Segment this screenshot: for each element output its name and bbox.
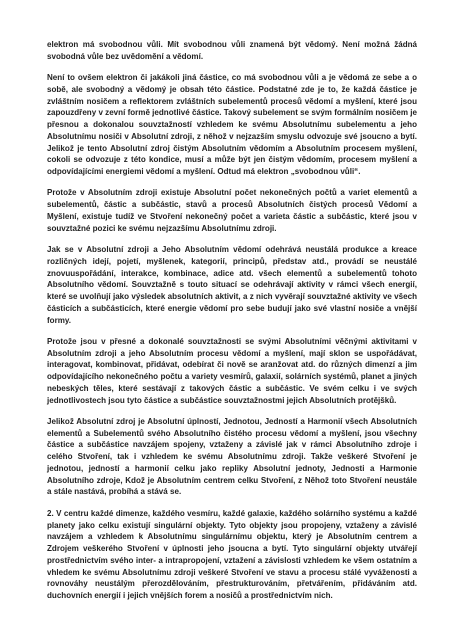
paragraph-5: Protože jsou v přesné a dokonalé souvztažnosti se svými Absolutními věčnými aktivitami v Absolutním zdroji a jeho Absolutním procesu vědomí a myšlení, mají sklon se uspořádávat, interagovat, kombinovat, přidávat, odebírat či nově se aranžovat atd. do různých dimenzí a jim odpovídajícího nekonečného počtu a variety vesmírů, galaxií, solárních systémů, planet a jiných nebeských těles, které sestávají z takových částic a subčástic. Ve svém celku i ve svých jednotlivostech jsou tyto částice a subčástice souvztažnostmi jejich Absolutních protějšků. [47,336,417,405]
paragraph-6: Jelikož Absolutní zdroj je Absolutní úplností, Jednotou, Jedností a Harmonií všech Absolutních elementů a Subelementů svého Absolutního čistého procesu vědomí a myšlení, jsou všechny částice a subčástice navzájem spojeny, vztaženy a závislé jak v rámci Absolutního zdroje i celého Stvoření, tak i vzhledem ke svému Absolutnímu zdroji. Takže veškeré Stvoření je jednotou, jedností a harmonií celku jako repliky Absolutní jednoty, Jednosti a Harmonie Absolutního zdroje, Kdož je Absolutním centrem celku Stvoření, z Něhož toto Stvoření neustále a stále nastává, probíhá a stává se. [47,416,417,497]
paragraph-4: Jak se v Absolutní zdroji a Jeho Absolutním vědomí odehrává neustálá produkce a kreace rozličných idejí, pojetí, myšlenek, kategorií, principů, představ atd., provádí se neustálé znovuuspořádání, interakce, kombinace, adice atd. všech elementů a subelementů tohoto Absolutního vědomí. Souvztažně s touto situací se odehrávají aktivity v rámci všech energií, které se uvolňují jako výsledek absolutních aktivit, a z nich vyvěrají souvztažné aktivity ve všech částicích a subčásticích, které energie vědomí pro sebe budují jako své vlastní nosiče a vnější formy. [47,245,417,325]
document-body [47,39,417,602]
paragraph-2: Není to ovšem elektron či jakákoli jiná částice, co má svobodnou vůli a je vědomá ze sebe a o sobě, ale svobodný a vědomý je obsah této částice. Podstatné zde je to, že každá částice je zvláštním nosičem a reflektorem zvláštních subelementů procesů vědomí a myšlení, které jsou zapouzdřeny v zevní formě jednotlivé částice. Takový subelement se svým formálním nosičem je přesnou a dokonalou souvztažností vzhledem ke svému Absolutnímu subelementu a jeho Absolutnímu nosiči v Absolutní zdroji, z něhož v nejzazším smyslu odvozuje své jsoucno a bytí. Jelikož je tento Absolutní zdroj čistým Absolutním vědomím a Absolutním procesem myšlení, cokoli se odvozuje z této kondice, musí a může být jen čistým vědomím, procesem myšlení a odpovídajícími energiemi vědomí a myšlení. Odtud má elektron „svobodnou vůli“. [47,73,417,177]
paragraph-7: 2. V centru každé dimenze, každého vesmíru, každé galaxie, každého solárního systému a každé planety jako celku existují singulární objekty. Tyto objekty jsou propojeny, vztaženy a závislé navzájem a vzhledem k Absolutnímu singulárnímu objektu, který je Absolutním centrem a Zdrojem veškerého Stvoření v úplnosti jeho jsoucna a bytí. Tyto singulární objekty utvářejí prostřednictvím svého inter- a intrapropojení, vztažení a závislosti vzhledem ke všem ostatním a vhledem ke svému Absolutnímu zdroji veškeré Stvoření ve stavu a procesu stálé vyváženosti a rovnováhy neustálým přerozdělováním, přestrukturováním, přetvářením, přidáváním atd. duchovních energií i jejich vnějších forem a nosičů a prostřednictvím nich. [47,508,417,601]
paragraph-3: Protože v Absolutním zdroji existuje Absolutní počet nekonečných počtů a variet elementů a subelementů, částic a subčástic, stavů a procesů Absolutních čistých procesů Vědomí a Myšlení, existuje tudíž ve Stvoření nekonečný počet a varieta částic a subčástic, které jsou v souvztažné pozici ke svému nejzazšímu Absolutnímu zdroji. [47,188,417,233]
paragraph-1: elektron má svobodnou vůli. Mít svobodnou vůli znamená být vědomý. Není možná žádná svobodná vůle bez uvědomění a vědomí. [47,40,417,61]
